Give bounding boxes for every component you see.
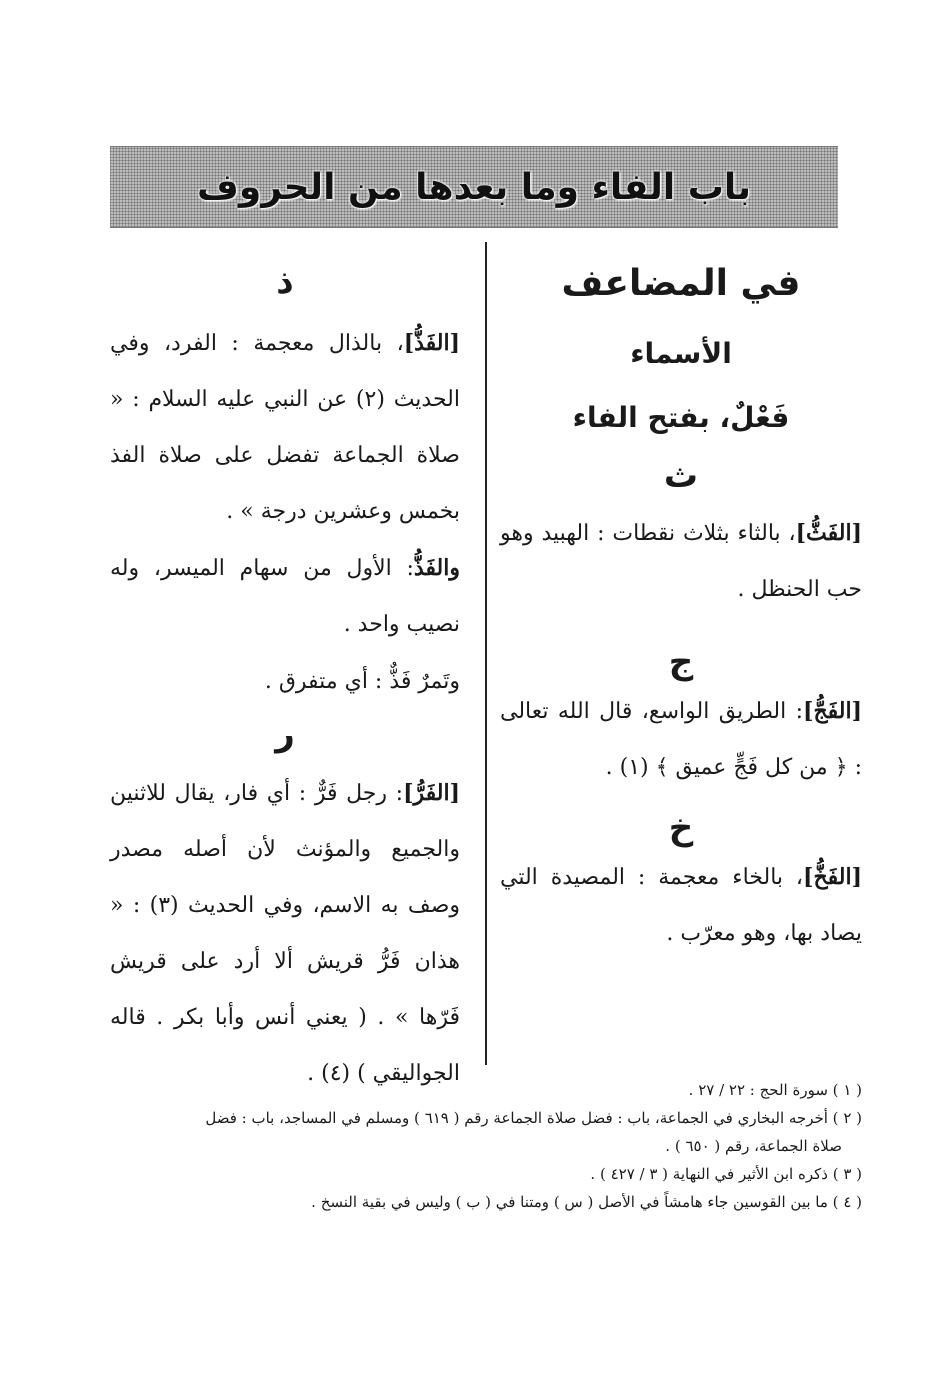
letter-heading: ث xyxy=(663,456,699,497)
entry-term: [الفَخُّ] xyxy=(803,863,862,890)
chapter-banner xyxy=(110,146,838,228)
entry-text: : رجل فَرٌّ : أي فار، يقال للاثنين والجميع والمؤنث لأن أصله مصدر وصف به الاسم، وفي الحديث (٣) : « هذان فَرُّ قريش ألا أرد على قريش فَرّها » . ( يعني أنس وأبا بكر . قاله الجواليقي ) (٤) . xyxy=(110,780,460,1086)
footnote: ( ٢ ) أخرجه البخاري في الجماعة، باب : فضل صلاة الجماعة رقم ( ٦١٩ ) ومسلم في المساجد، باب : فضل xyxy=(205,1109,862,1127)
entry-paragraph xyxy=(110,653,460,710)
entry-paragraph xyxy=(110,540,460,653)
letter-heading: ر xyxy=(275,713,295,754)
heading-sub: الأسماء xyxy=(630,337,732,371)
entry-term: [الفَذُّ] xyxy=(403,329,460,356)
letter-heading: خ xyxy=(668,807,694,848)
footnote: ( ٤ ) ما بين القوسين جاء هامشاً في الأصل ( س ) ومتنا في ( ب ) وليس في بقية النسخ . xyxy=(311,1193,862,1211)
footnotes xyxy=(110,1076,862,1216)
entry-term: [الفَجُّ] xyxy=(803,697,862,724)
entry-term: [الفَرُّ] xyxy=(403,779,460,806)
entry-term: والفَذُّ xyxy=(413,554,460,581)
entry-term: [الفَثُّ] xyxy=(795,520,862,547)
entry-paragraph xyxy=(500,505,862,618)
entry-paragraph xyxy=(110,315,460,540)
entry-text: ، بالثاء بثلاث نقطات : الهبيد وهو حب الحنظل . xyxy=(500,521,862,603)
entry-paragraph xyxy=(110,765,460,1102)
chapter-title: باب الفاء وما بعدها من الحروف xyxy=(197,166,751,208)
entry-text: : الطريق الواسع، قال الله تعالى : ﴿ من كل فَجٍّ عميق ﴾ (١) . xyxy=(500,698,862,780)
entry-text: ، بالذال معجمة : الفرد، وفي الحديث (٢) عن النبي عليه السلام : « صلاة الجماعة تفضل على صلاة الفذ بخمس وعشرين درجة » . xyxy=(110,330,460,524)
entry-text: ، بالخاء معجمة : المصيدة التي يصاد بها، وهو معرّب . xyxy=(500,864,862,946)
footnote: ( ١ ) سورة الحج : ٢٢ / ٢٧ . xyxy=(688,1081,862,1099)
column-divider xyxy=(485,242,487,1065)
entry-paragraph xyxy=(500,683,862,796)
entry-paragraph xyxy=(500,849,862,962)
footnote: ( ٣ ) ذكره ابن الأثير في النهاية ( ٣ / ٤٢٧ ) . xyxy=(590,1165,862,1183)
heading-main: في المضاعف xyxy=(561,263,801,304)
left-column xyxy=(110,262,460,1102)
letter-heading: ج xyxy=(668,642,694,683)
heading-pattern: فَعْلٌ، بفتح الفاء xyxy=(572,400,790,434)
entry-text: : الأول من سهام الميسر، وله نصيب واحد . xyxy=(110,555,460,637)
footnote-continuation: صلاة الجماعة، رقم ( ٦٥٠ ) . xyxy=(665,1137,842,1155)
entry-text: وتَمرٌ فَذٌّ : أي متفرق . xyxy=(264,668,460,694)
right-column xyxy=(500,262,862,962)
letter-heading: ذ xyxy=(276,262,294,302)
